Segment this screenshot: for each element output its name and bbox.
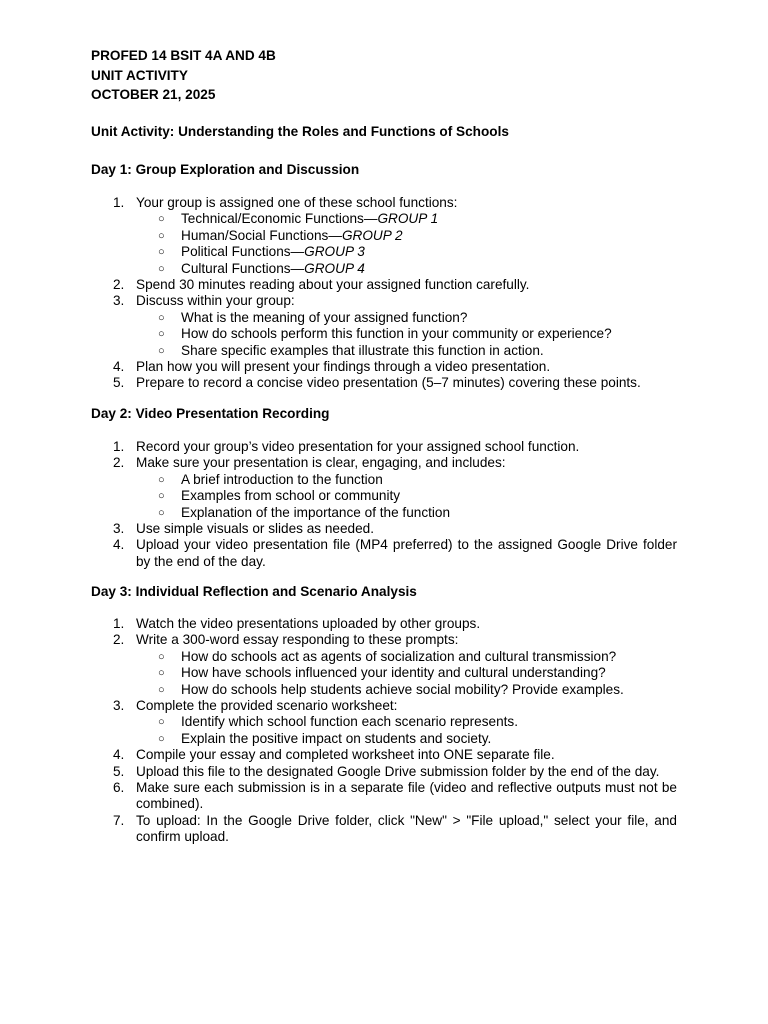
sub-item: ○ Human/Social Functions—GROUP 2 — [158, 227, 403, 243]
day1-heading: Day 1: Group Exploration and Discussion — [91, 162, 360, 177]
circle-bullet-icon: ○ — [158, 311, 165, 324]
day1-steps — [91, 195, 677, 392]
sub-list — [136, 649, 677, 698]
sub-item: ○ Explanation of the importance of the function — [158, 504, 451, 520]
sub-list — [136, 310, 677, 359]
list-item: 4. Compile your essay and completed worksheet into ONE separate file. — [113, 747, 555, 763]
circle-bullet-icon: ○ — [158, 229, 165, 242]
sub-list — [136, 211, 677, 277]
list-item: 6. Make sure each submission is in a separate file (video and reflective outputs must not be combined). — [113, 780, 677, 812]
sub-item: ○ What is the meaning of your assigned function? — [158, 309, 468, 325]
list-item: 7. To upload: In the Google Drive folder, click "New" > "File upload," select your file, and confirm upload. — [113, 812, 677, 845]
sub-item: ○ Share specific examples that illustrate this function in action. — [158, 342, 544, 358]
list-item: 5. Upload this file to the designated Google Drive submission folder by the end of the day. — [113, 763, 660, 779]
list-item: 5. Prepare to record a concise video presentation (5–7 minutes) covering these points. — [113, 375, 641, 391]
list-item: 2. Make sure your presentation is clear, engaging, and includes: ○ A brief introduction to the function ○ Examples from school or community ○ Explanation of the importance of the function — [91, 455, 677, 521]
circle-bullet-icon: ○ — [158, 473, 165, 486]
activity-line: UNIT ACTIVITY — [91, 67, 188, 83]
list-item: 4. Plan how you will present your findings through a video presentation. — [113, 359, 551, 375]
sub-list — [136, 714, 677, 747]
sub-item: ○ How do schools perform this function in your community or experience? — [158, 326, 612, 342]
sub-item: ○ Cultural Functions—GROUP 4 — [158, 260, 365, 276]
day2-steps — [91, 439, 677, 570]
circle-bullet-icon: ○ — [158, 716, 165, 729]
circle-bullet-icon: ○ — [158, 246, 165, 259]
course-line: PROFED 14 BSIT 4A AND 4B — [91, 48, 276, 63]
day3-steps — [91, 616, 677, 846]
sub-item: ○ Technical/Economic Functions—GROUP 1 — [158, 211, 439, 227]
document-title: Unit Activity: Understanding the Roles and Functions of Schools — [91, 124, 509, 139]
circle-bullet-icon: ○ — [158, 732, 165, 745]
day3-heading: Day 3: Individual Reflection and Scenario Analysis — [91, 584, 417, 599]
list-item: 1. Record your group’s video presentation for your assigned school function. — [113, 439, 580, 454]
list-item: 3. Complete the provided scenario worksheet: ○ Identify which school function each scenario represents. ○ Explain the positive impact on students and society. — [91, 698, 677, 747]
sub-item: ○ How do schools help students achieve social mobility? Provide examples. — [158, 681, 624, 697]
circle-bullet-icon: ○ — [158, 328, 165, 341]
document-header — [91, 46, 276, 105]
sub-item: ○ How do schools act as agents of socialization and cultural transmission? — [158, 648, 617, 664]
sub-list — [136, 472, 677, 521]
list-item: 1. Your group is assigned one of these school functions: ○ Technical/Economic Functions—GROUP 1 ○ Human/Social Functions—GROUP 2 ○ Political Functions—GROUP 3 ○ Cultural Functions—GROUP 4 — [91, 195, 677, 277]
sub-item: ○ Political Functions—GROUP 3 — [158, 244, 365, 260]
sub-item: ○ Explain the positive impact on students and society. — [158, 730, 492, 746]
sub-item: ○ A brief introduction to the function — [158, 471, 383, 487]
circle-bullet-icon: ○ — [158, 650, 165, 663]
circle-bullet-icon: ○ — [158, 683, 165, 696]
list-item: 1. Watch the video presentations uploaded by other groups. — [113, 616, 481, 631]
circle-bullet-icon: ○ — [158, 506, 165, 519]
circle-bullet-icon: ○ — [158, 490, 165, 503]
circle-bullet-icon: ○ — [158, 667, 165, 680]
day2-heading: Day 2: Video Presentation Recording — [91, 406, 330, 421]
list-item: 3. Discuss within your group: ○ What is the meaning of your assigned function? ○ How do schools perform this function in your community or experience? ○ Share specific examples that illustrate this function in action. — [91, 293, 677, 359]
date-line: OCTOBER 21, 2025 — [91, 87, 216, 102]
circle-bullet-icon: ○ — [158, 344, 165, 357]
list-item: 2. Spend 30 minutes reading about your assigned function carefully. — [113, 277, 530, 293]
sub-item: ○ Identify which school function each scenario represents. — [158, 714, 519, 730]
circle-bullet-icon: ○ — [158, 213, 165, 226]
list-item: 4. Upload your video presentation file (MP4 preferred) to the assigned Google Drive folder by the end of the day. — [113, 537, 677, 569]
sub-item: ○ Examples from school or community — [158, 488, 401, 504]
sub-item: ○ How have schools influenced your identity and cultural understanding? — [158, 665, 606, 681]
list-item: 3. Use simple visuals or slides as needed. — [113, 521, 375, 537]
list-item: 2. Write a 300-word essay responding to these prompts: ○ How do schools act as agents of socialization and cultural transmission? ○ How have schools influenced your identity and cultural understanding? ○ How do schools help students achieve social mobility? Provide examples. — [91, 632, 677, 698]
circle-bullet-icon: ○ — [158, 262, 165, 275]
